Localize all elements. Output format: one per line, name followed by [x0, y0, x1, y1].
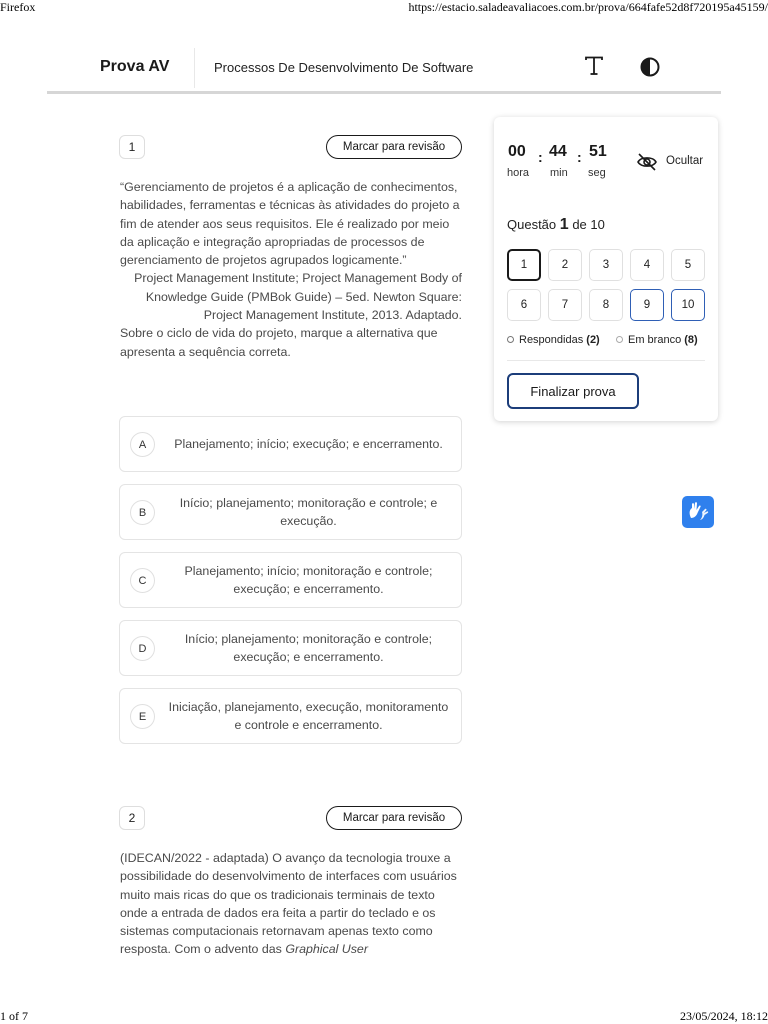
question-nav-3[interactable]: 3	[589, 249, 623, 281]
question-nav-6[interactable]: 6	[507, 289, 541, 321]
top-bar	[47, 40, 721, 94]
answered-label: Respondidas	[519, 334, 584, 346]
brand-title: Prova AV	[100, 58, 170, 75]
answer-option-e[interactable]	[119, 688, 462, 744]
answered-count: (2)	[586, 334, 600, 346]
sign-language-hands-icon[interactable]	[682, 496, 714, 528]
answer-option-c[interactable]	[119, 552, 462, 608]
font-size-icon[interactable]	[583, 54, 605, 78]
page-count: 1 of 7	[0, 1009, 28, 1023]
question-citation: Project Management Institute; Project Management Body of Knowledge Guide (PMBok Guide) – 5ed. Newton Square: Project Management Institute, 2013. Adaptado.	[134, 271, 462, 323]
question-counter-suffix: de 10	[572, 217, 605, 232]
timer-separator: :	[577, 149, 582, 165]
timer-seconds-label: seg	[588, 167, 606, 179]
mark-for-review-button[interactable]: Marcar para revisão	[326, 135, 462, 159]
question-nav-5[interactable]: 5	[671, 249, 705, 281]
panel-divider	[507, 360, 705, 361]
option-text: Iniciação, planejamento, execução, monitoramento e controle e encerramento.	[168, 699, 449, 732]
option-text: Planejamento; início; execução; e encerramento.	[174, 436, 443, 451]
blank-dot-icon	[616, 336, 623, 343]
option-letter: C	[130, 568, 155, 593]
question-nav-9[interactable]: 9	[630, 289, 664, 321]
print-footer	[0, 1008, 768, 1024]
blank-label: Em branco	[628, 334, 682, 346]
timer-separator: :	[538, 149, 543, 165]
timer-minutes-label: min	[550, 167, 568, 179]
option-letter: B	[130, 500, 155, 525]
answer-option-b[interactable]	[119, 484, 462, 540]
option-letter: E	[130, 704, 155, 729]
question-nav-4[interactable]: 4	[630, 249, 664, 281]
blank-count: (8)	[684, 334, 698, 346]
option-text: Planejamento; início; monitoração e controle; execução; e encerramento.	[184, 563, 433, 596]
exam-status-panel	[494, 117, 718, 421]
question-statement	[120, 849, 462, 959]
question-nav-10[interactable]: 10	[671, 289, 705, 321]
finish-exam-button[interactable]: Finalizar prova	[507, 373, 639, 409]
option-letter: A	[130, 432, 155, 457]
course-title: Processos De Desenvolvimento De Software	[214, 60, 474, 75]
question-counter	[507, 216, 605, 234]
blank-legend	[616, 334, 698, 346]
option-letter: D	[130, 636, 155, 661]
option-text: Início; planejamento; monitoração e controle; execução; e encerramento.	[184, 631, 433, 664]
answer-option-d[interactable]	[119, 620, 462, 676]
timer-minutes: 44	[549, 143, 567, 160]
answered-dot-icon	[507, 336, 514, 343]
answer-option-a[interactable]	[119, 416, 462, 472]
header-divider	[194, 48, 195, 88]
question-text-italic: Graphical User	[285, 942, 368, 957]
question-nav-1[interactable]: 1	[507, 249, 541, 281]
question-number-badge: 1	[119, 135, 145, 159]
mark-for-review-button[interactable]: Marcar para revisão	[326, 806, 462, 830]
answered-legend	[507, 334, 600, 346]
timer-hours: 00	[508, 143, 526, 160]
question-nav-7[interactable]: 7	[548, 289, 582, 321]
question-prompt: Sobre o ciclo de vida do projeto, marque a alternativa que apresenta a sequência correta.	[120, 326, 438, 359]
print-header	[0, 0, 768, 16]
eye-slash-icon	[636, 151, 658, 173]
question-quote: “Gerenciamento de projetos é a aplicação de conhecimentos, habilidades, ferramentas e técnicas às atividades do projeto a fim de atender aos seus requisitos. Ele é realizado por meio da aplicação e integração apropriadas de processos de gerenciamento de projetos agrupados logicamente.”	[120, 180, 460, 268]
hide-timer-label: Ocultar	[666, 155, 704, 167]
question-text: (IDECAN/2022 - adaptada) O avanço da tecnologia trouxe a possibilidade do desenvolvimento de interfaces com usuários muito mais ricas do que os tradicionais terminais de texto onde a entrada de dados era feita a partir do teclado e os sistemas computacionais retornavam apenas texto como resposta. Com o advento das	[120, 851, 457, 957]
page-url: https://estacio.saladeavaliacoes.com.br/prova/664fafe52d8f720195a45159/	[408, 0, 768, 14]
browser-name: Firefox	[0, 0, 36, 14]
question-number-badge: 2	[119, 806, 145, 830]
option-text: Início; planejamento; monitoração e controle; e execução.	[179, 495, 438, 528]
question-nav-8[interactable]: 8	[589, 289, 623, 321]
timer-seconds: 51	[589, 143, 607, 160]
question-counter-current: 1	[559, 216, 569, 233]
question-statement	[120, 178, 462, 361]
contrast-icon[interactable]	[639, 56, 661, 78]
question-nav-2[interactable]: 2	[548, 249, 582, 281]
print-datetime: 23/05/2024, 18:12	[679, 1009, 768, 1023]
timer-hours-label: hora	[507, 167, 530, 179]
hide-timer-button[interactable]	[636, 151, 712, 173]
question-counter-prefix: Questão	[507, 217, 557, 232]
